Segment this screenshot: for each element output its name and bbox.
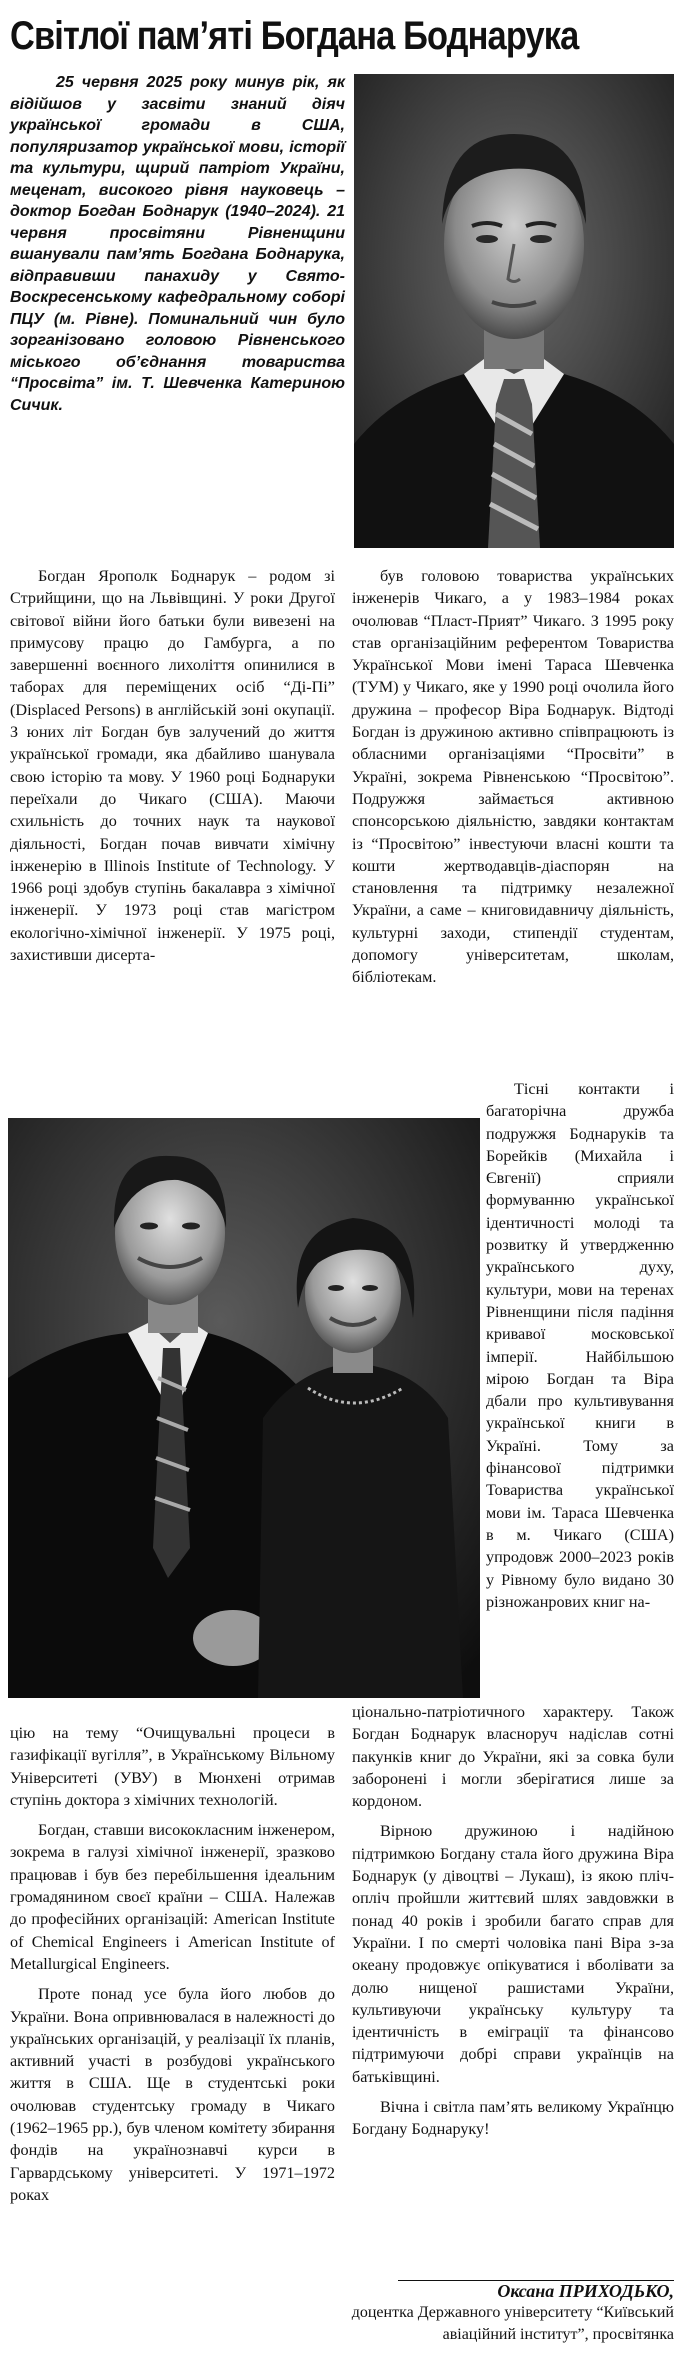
couple-photo <box>8 1118 480 1698</box>
portrait-photo <box>354 74 674 548</box>
paragraph: ціонально-патріотичного характеру. Також Богдан Боднарук власноруч надіслав сотні пакунків книг до України, які за совка були заборонені і могли зберігатися лише за кордоном. <box>352 1703 674 1811</box>
paragraph: Вічна і світла пам’ять великому Українцю Богдану Боднаруку! <box>352 2098 674 2139</box>
lead-text: 25 червня 2025 року минув рік, як відійшов у засвіти знаний діяч української громади в США, популяризатор української мови, історії та культури, щирий патріот України, меценат, високого рівня науковець – доктор Богдан Боднарук (1940–2024). 21 червня просвітяни Рівненщини вшанували пам’ять Богдана Боднарука, відправивши панахиду у Свято-Воскресенському кафедральному соборі ПЦУ (м. Рівне). Поминальний чин було зорганізовано головою Рівненського міського об’єднання товариства “Просвіта” ім. Т. Шевченка Катериною Сичик. <box>10 74 345 414</box>
column-1-top <box>10 565 335 966</box>
author-title: доцентка Державного університету “Київський авіаційний інститут”, просвітянка <box>351 2304 674 2343</box>
paragraph: Вірною дружиною і надійною підтримкою Богдану стала його дружина Віра Боднарук (у дівоцтві – Лукаш), із якою пліч-опліч пройшли життєвий шлях завдовжки в понад 40 років і зробили багато справ для України. І по смерті чоловіка пані Віра з-за океану продовжує опікуватися і вболівати за долю нищеної рашистами України, культивуючи українську культуру та ідентичність в еміграції та фінансово підтримуючи добрі справи українців на батьківщині. <box>352 1822 674 2086</box>
headline: Світлої пам’яті Богдана Боднарука <box>10 14 579 58</box>
paragraph: цію на тему “Очищувальні процеси в газифікації вугілля”, в Українському Вільному Університеті (УВУ) в Мюнхені отримав ступінь доктора з хімічних технологій. <box>10 1724 335 1809</box>
paragraph: Тісні контакти і багаторічна дружба подружжя Боднаруків та Борейків (Михайла і Євгенії) сприяли формуванню української ідентичності молоді та розвитку й утвердженню українського духу, культури, мови на теренах Рівненщини після падіння кривавої московської імперії. Найбільшою мірою Богдан та Віра дбали про культивування української книги в Україні. Тому за фінансової підтримки Товариства української мови ім. Тараса Шевченка в м. Чикаго (США) упродовж 2000–2023 років у Рівному було видано 30 різножанрових книг на- <box>486 1080 674 1611</box>
lead-paragraph <box>10 72 345 416</box>
signature <box>340 2280 674 2346</box>
paragraph: Проте понад усе була його любов до України. Вона опривнювалася в належності до українських організацій, у реалізації їх планів, активний участі в розбудові українського життя в США. Ще в студентські роки очолював студентську громаду в Чикаго (1962–1965 рр.), був членом комітету збирання фондів на українознавчі курси в Гарвардському університеті. У 1971–1972 роках <box>10 1985 335 2204</box>
author-name: Оксана ПРИХОДЬКО, <box>497 2281 674 2301</box>
paragraph: Богдан, ставши висококласним інженером, зокрема в галузі хімічної інженерії, зразково працював і був без перебільшення ідеальним громадянином своєї країни – США. Належав до професійних організацій: American Institute of Chemical Engineers і American Institute of Metallurgical Engineers. <box>10 1821 335 1973</box>
column-1-bottom <box>10 1722 335 2206</box>
column-2-bottom <box>352 1701 674 2141</box>
paragraph: Богдан Ярополк Боднарук – родом зі Стрийщини, що на Львівщині. У роки Другої світової війни його батьки були вивезені на примусову працю до Гамбурга, а по завершенні воєнного лихоліття опинилися в таборах для переміщених осіб “Ді-Пі” (Displaced Persons) в англійській зоні окупації. З юних літ Богдан був залучений до життя української громади, яка дбайливо шанувала свою історію та мову. У 1960 році Боднаруки переїхали до Чикаго (США). Маючи схильність до точних наук та наукової діяльності, Богдан почав вивчати хімічну інженерію в Illinois Institute of Technology. У 1966 році здобув ступінь бакалавра з хімічної інженерії. У 1973 році став магістром екологічно-хімічної інженерії. У 1975 році, захистивши дисерта- <box>10 567 335 965</box>
column-2-middle <box>486 1078 674 1613</box>
column-2-top <box>352 565 674 989</box>
paragraph: був головою товариства українських інженерів Чикаго, а у 1983–1984 роках очолював “Пласт-Прият” Чикаго. З 1995 року став організаційним референтом Товариства Української Мови імені Тараса Шевченка (ТУМ) у Чикаго, яке у 1990 році очолила його дружина – професор Віра Боднарук. Відтоді Богдан із дружиною активно співпрацюють із обласними організаціями “Просвіти” в Україні, зокрема Рівненською “Просвітою”. Подружжя займається активною спонсорською діяльністю, завдяки контактам із “Просвітою” інвестуючи власні кошти та кошти жертводавців-діаспорян на становлення та підтримку незалежної України, а саме – книговидавничу діяльність, культурні заходи, стипендії студентам, допомогу університетам, школам, бібліотекам. <box>352 567 674 987</box>
